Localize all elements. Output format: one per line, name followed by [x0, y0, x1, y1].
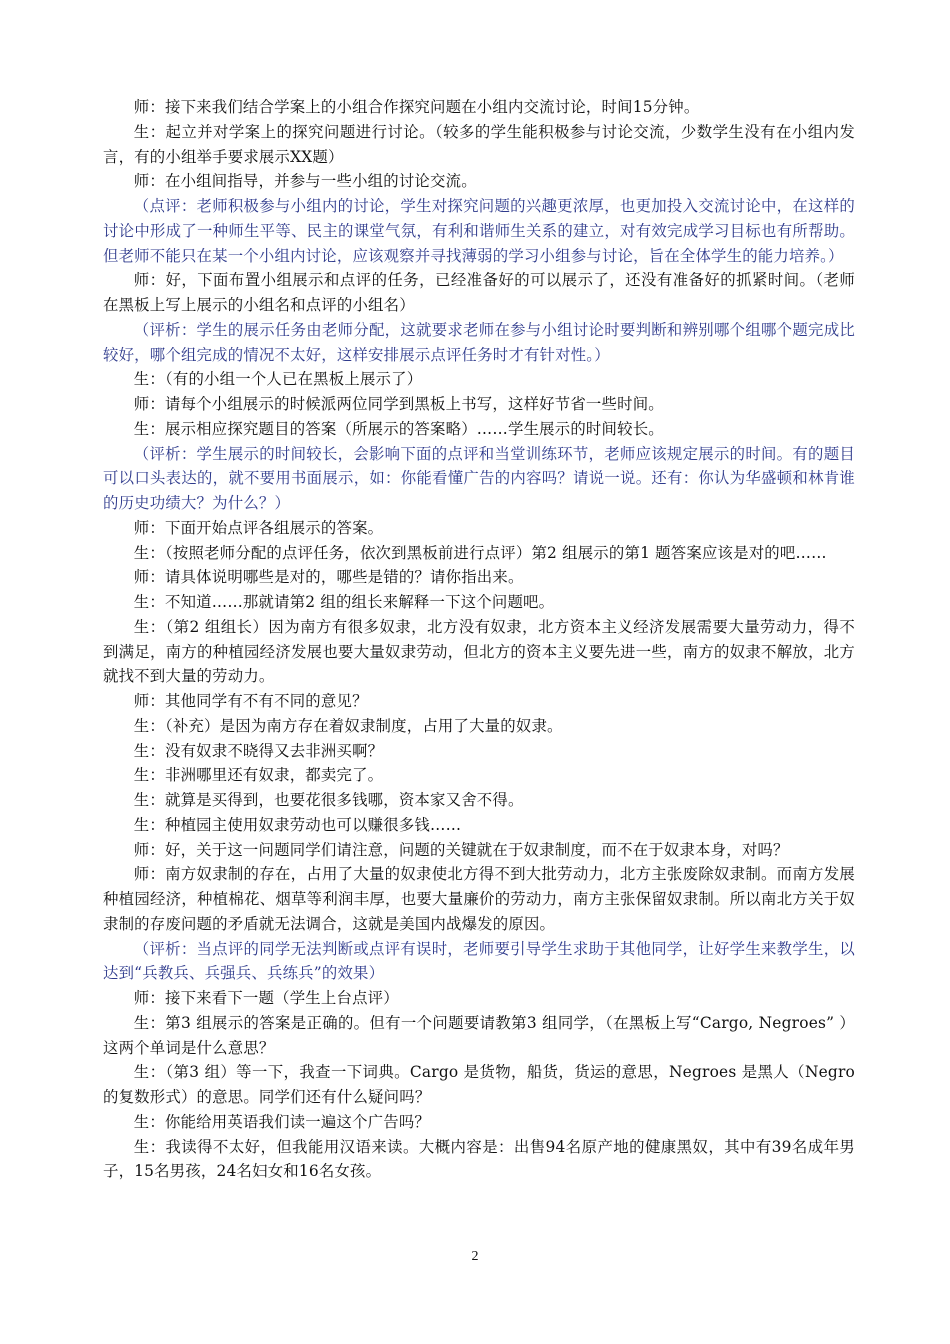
dialogue-paragraph: 生：不知道……那就请第2 组的组长来解释一下这个问题吧。: [133, 593, 555, 611]
dialogue-paragraph: 生：你能给用英语我们读一遍这个广告吗？: [133, 1112, 431, 1131]
dialogue-paragraph: 师：接下来我们结合学案上的小组合作探究问题在小组内交流讨论，时间15分钟。: [133, 98, 700, 116]
dialogue-paragraph: 生：没有奴隶不晓得又去非洲买啊？: [133, 741, 384, 760]
commentary-paragraph: （评析：当点评的同学无法判断或点评有误时，老师要引导学生求助于其他同学，让好学生来教学生，以达到“兵教兵、兵强兵、兵练兵”的效果）: [103, 939, 855, 983]
document-body: [103, 95, 855, 1184]
commentary-paragraph: （评析：学生展示的时间较长，会影响下面的点评和当堂训练环节，老师应该规定展示的时间。有的题目可以口头表达的，就不要用书面展示，如：你能看懂广告的内容吗？请说一说。还有：你认为华盛顿和林肯谁的历史功绩大？为什么？）: [103, 444, 855, 512]
dialogue-paragraph: 师：请每个小组展示的时候派两位同学到黑板上书写，这样好节省一些时间。: [133, 395, 664, 413]
dialogue-paragraph: 师：在小组间指导，并参与一些小组的讨论交流。: [133, 172, 477, 191]
dialogue-paragraph: 生：就算是买得到，也要花很多钱哪，资本家又舍不得。: [133, 791, 524, 809]
commentary-paragraph: （评析：学生的展示任务由老师分配，这就要求老师在参与小组讨论时要判断和辨别哪个组哪个题完成比较好，哪个组完成的情况不太好，这样安排展示点评任务时才有针对性。）: [103, 320, 855, 364]
dialogue-paragraph: 生：起立并对学案上的探究问题进行讨论。（较多的学生能积极参与讨论交流，少数学生没有在小组内发言，有的小组举手要求展示XX题）: [103, 122, 855, 166]
dialogue-paragraph: 师：南方奴隶制的存在，占用了大量的奴隶使北方得不到大批劳动力，北方主张废除奴隶制。而南方发展种植园经济，种植棉花、烟草等利润丰厚，也要大量廉价的劳动力，南方主张保留奴隶制。所以南北方关于奴隶制的存废问题的矛盾就无法调合，这就是美国内战爆发的原因。: [103, 865, 855, 933]
dialogue-paragraph: 师：下面开始点评各组展示的答案。: [133, 518, 384, 537]
dialogue-paragraph: 生：（第3 组）等一下，我查一下词典。Cargo 是货物，船货，货运的意思，Negroes 是黑人（Negro 的复数形式）的意思。同学们还有什么疑问吗？: [103, 1063, 855, 1106]
dialogue-paragraph: 生：第3 组展示的答案是正确的。但有一个问题要请教第3 组同学，（在黑板上写“Cargo, Negroes” ）这两个单词是什么意思？: [103, 1013, 855, 1057]
dialogue-paragraph: 生：展示相应探究题目的答案（所展示的答案略）……学生展示的时间较长。: [133, 419, 664, 438]
dialogue-paragraph: 生：我读得不太好，但我能用汉语来读。大概内容是：出售94名原产地的健康黑奴，其中有39名成年男子，15名男孩，24名妇女和16名女孩。: [103, 1137, 855, 1181]
commentary-paragraph: （点评：老师积极参与小组内的讨论，学生对探究问题的兴趣更浓厚，也更加投入交流讨论中，在这样的讨论中形成了一种师生平等、民主的课堂气氛，有利和谐师生关系的建立，对有效完成学习目标也有所帮助。但老师不能只在某一个小组内讨论，应该观察并寻找薄弱的学习小组参与讨论，旨在全体学生的能力培养。）: [103, 197, 855, 265]
dialogue-paragraph: 生：（第2 组组长）因为南方有很多奴隶，北方没有奴隶，北方资本主义经济发展需要大量劳动力，得不到满足，南方的种植园经济发展也要大量奴隶劳动，但北方的资本主义要先进一些，南方的奴隶不解放，北方就找不到大量的劳动力。: [103, 617, 855, 686]
page-number: 2: [471, 1249, 479, 1264]
dialogue-paragraph: 师：请具体说明哪些是对的，哪些是错的？请你指出来。: [133, 568, 524, 587]
dialogue-paragraph: 生：（补充）是因为南方存在着奴隶制度，占用了大量的奴隶。: [133, 716, 563, 735]
dialogue-paragraph: 生：种植园主使用奴隶劳动也可以赚很多钱……: [133, 815, 462, 834]
dialogue-paragraph: 生：（按照老师分配的点评任务，依次到黑板前进行点评）第2 组展示的第1 题答案应该是对的吧……: [133, 543, 827, 562]
dialogue-paragraph: 生：非洲哪里还有奴隶，都卖完了。: [133, 766, 384, 785]
dialogue-paragraph: 师：好，下面布置小组展示和点评的任务，已经准备好的可以展示了，还没有准备好的抓紧时间。（老师在黑板上写上展示的小组名和点评的小组名）: [103, 271, 855, 314]
dialogue-paragraph: 师：好，关于这一问题同学们请注意，问题的关键就在于奴隶制度，而不在于奴隶本身，对吗？: [133, 840, 789, 859]
dialogue-paragraph: 师：其他同学有不有不同的意见？: [133, 692, 368, 710]
dialogue-paragraph: 生：（有的小组一个人已在黑板上展示了）: [133, 370, 423, 389]
dialogue-paragraph: 师：接下来看下一题（学生上台点评）: [133, 989, 399, 1007]
